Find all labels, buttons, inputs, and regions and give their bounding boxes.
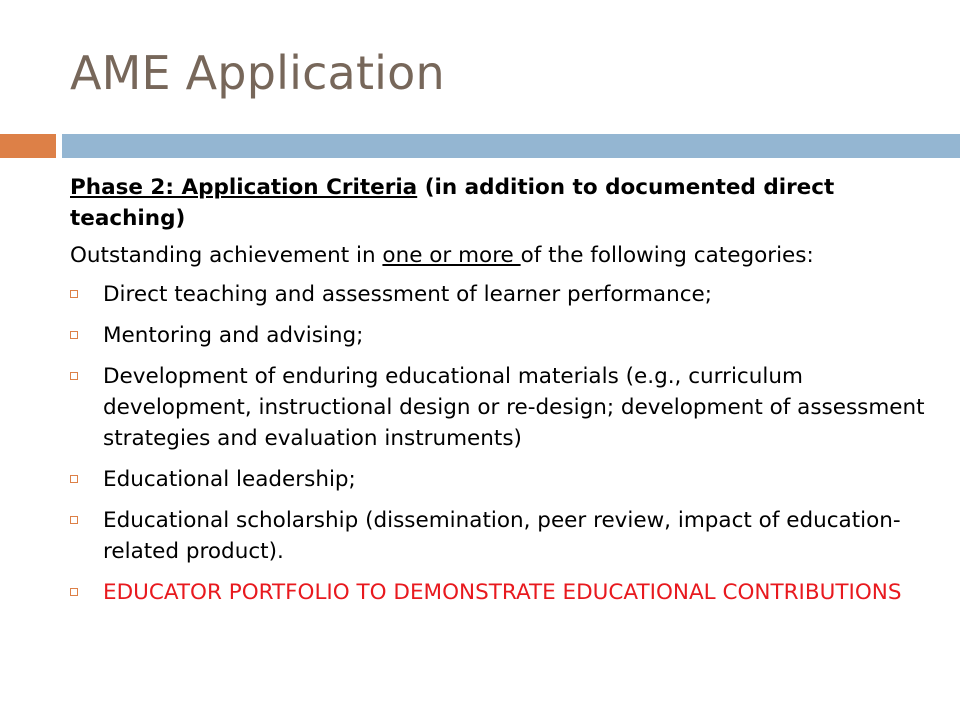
list-item: [70, 464, 940, 495]
intro-text: [70, 240, 940, 271]
list-item-text-highlight: EDUCATOR PORTFOLIO TO DEMONSTRATE EDUCATIONAL CONTRIBUTIONS: [103, 580, 902, 605]
list-item: [70, 320, 940, 351]
hollow-square-icon: [70, 290, 78, 298]
list-item-text: Educational scholarship (dissemination, peer review, impact of education-related product).: [103, 508, 901, 564]
list-item: [70, 505, 940, 567]
list-item: [70, 361, 940, 454]
hollow-square-icon: [70, 475, 78, 483]
criteria-list: [70, 279, 940, 608]
list-item: [70, 279, 940, 310]
intro-underlined: one or more: [382, 243, 521, 268]
hollow-square-icon: [70, 588, 78, 596]
hollow-square-icon: [70, 516, 78, 524]
phase-heading-underlined: Phase 2: Application Criteria: [70, 175, 418, 200]
list-item-text: Direct teaching and assessment of learner performance;: [103, 282, 712, 307]
slide-title: AME Application: [70, 46, 445, 100]
list-item-text: Educational leadership;: [103, 467, 356, 492]
list-item: [70, 577, 940, 608]
accent-bar: [0, 134, 56, 158]
hollow-square-icon: [70, 372, 78, 380]
list-item-text: Mentoring and advising;: [103, 323, 364, 348]
list-item-text: Development of enduring educational materials (e.g., curriculum development, instructional design or re-design; development of assessment strategies and evaluation instruments): [103, 364, 925, 451]
intro-before: Outstanding achievement in: [70, 243, 383, 268]
intro-after: of the following categories:: [520, 243, 814, 268]
title-divider-bar: [62, 134, 960, 158]
slide-body: [70, 172, 940, 618]
phase-heading: [70, 172, 940, 234]
hollow-square-icon: [70, 331, 78, 339]
phase-heading-rest: (in addition to documented direct teaching): [70, 175, 835, 231]
